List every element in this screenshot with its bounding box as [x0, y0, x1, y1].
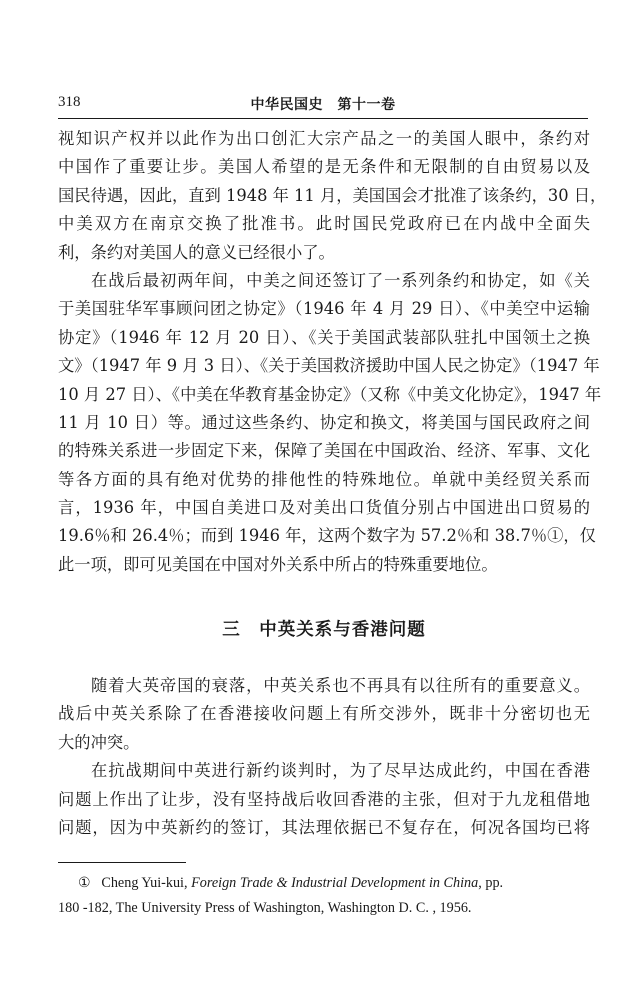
footnote-line-2: 180 -182, The University Press of Washington, Washington D. C. , 1956. — [58, 900, 472, 916]
text-line: 大的冲突。 — [58, 732, 140, 752]
text-line: 19.6％和 26.4％；而到 1946 年，这两个数字为 57.2％和 38.7％①，仅 — [58, 526, 596, 546]
text-line: 在抗战期间中英进行新约谈判时，为了尽早达成此约，中国在香港 — [91, 761, 590, 781]
text-line: 协定》（1946 年 12 月 20 日）、《关于美国武装部队驻扎中国领土之换 — [58, 327, 590, 347]
body-text-bottom — [58, 672, 590, 842]
text-line: 战后中英关系除了在香港接收问题上有所交涉外，既非十分密切也无 — [58, 704, 590, 724]
running-title: 中华民国史 第十一卷 — [250, 97, 396, 113]
text-line: 问题上作出了让步，没有坚持战后收回香港的主张，但对于九龙租借地 — [58, 789, 590, 809]
text-line: 于美国驻华军事顾问团之协定》（1946 年 4 月 29 日）、《中美空中运输 — [58, 299, 590, 319]
header-rule — [58, 118, 588, 119]
text-line: 文》（1947 年 9 月 3 日）、《关于美国救济援助中国人民之协定》（1947 年 — [58, 356, 600, 376]
footnote-author: Cheng Yui-kui, — [101, 875, 188, 891]
text-line: 此一项，即可见美国在中国对外关系中所占的特殊重要地位。 — [58, 554, 498, 574]
text-line: 随着大英帝国的衰落，中英关系也不再具有以往所有的重要意义。 — [91, 676, 590, 695]
footnote — [58, 871, 590, 921]
footnote-line-1 — [58, 871, 590, 896]
text-line: 的特殊关系进一步固定下来，保障了美国在中国政治、经济、军事、文化 — [58, 441, 590, 461]
text-line: 等各方面的具有绝对优势的排他性的特殊地位。单就中美经贸关系而 — [58, 469, 590, 489]
page-number: 318 — [58, 94, 81, 110]
text-line: 问题，因为中英新约的签订，其法理依据已不复存在，何况各国均已将 — [58, 817, 590, 837]
text-line: 10 月 27 日）、《中美在华教育基金协定》（又称《中美文化协定》，1947 年 — [58, 384, 602, 404]
text-line: 国民待遇，因此，直到 1948 年 11 月，美国国会才批准了该条约，30 日， — [58, 185, 607, 205]
footnote-book-title: Foreign Trade & Industrial Development in China — [191, 875, 479, 891]
running-header — [58, 94, 588, 116]
footnote-rule — [58, 862, 186, 863]
text-line: 利，条约对美国人的意义已经很小了。 — [58, 242, 335, 262]
text-line: 视知识产权并以此作为出口创汇大宗产品之一的美国人眼中，条约对 — [58, 129, 590, 148]
footnote-pages: , pp. — [478, 875, 504, 891]
text-line: 言，1936 年，中国自美进口及对美出口货值分别占中国进出口贸易的 — [58, 498, 590, 518]
text-line: 在战后最初两年间，中美之间还签订了一系列条约和协定，如《关 — [91, 270, 590, 290]
section-title: 三 中英关系与香港问题 — [222, 620, 426, 640]
text-line: 11 月 10 日）等。通过这些条约、协定和换文，将美国与国民政府之间 — [58, 412, 590, 432]
footnote-marker: ① — [78, 875, 91, 891]
body-text-top — [58, 125, 607, 579]
text-line: 中国作了重要让步。美国人希望的是无条件和无限制的自由贸易以及 — [58, 157, 590, 177]
text-line: 中美双方在南京交换了批准书。此时国民党政府已在内战中全面失 — [58, 214, 590, 234]
